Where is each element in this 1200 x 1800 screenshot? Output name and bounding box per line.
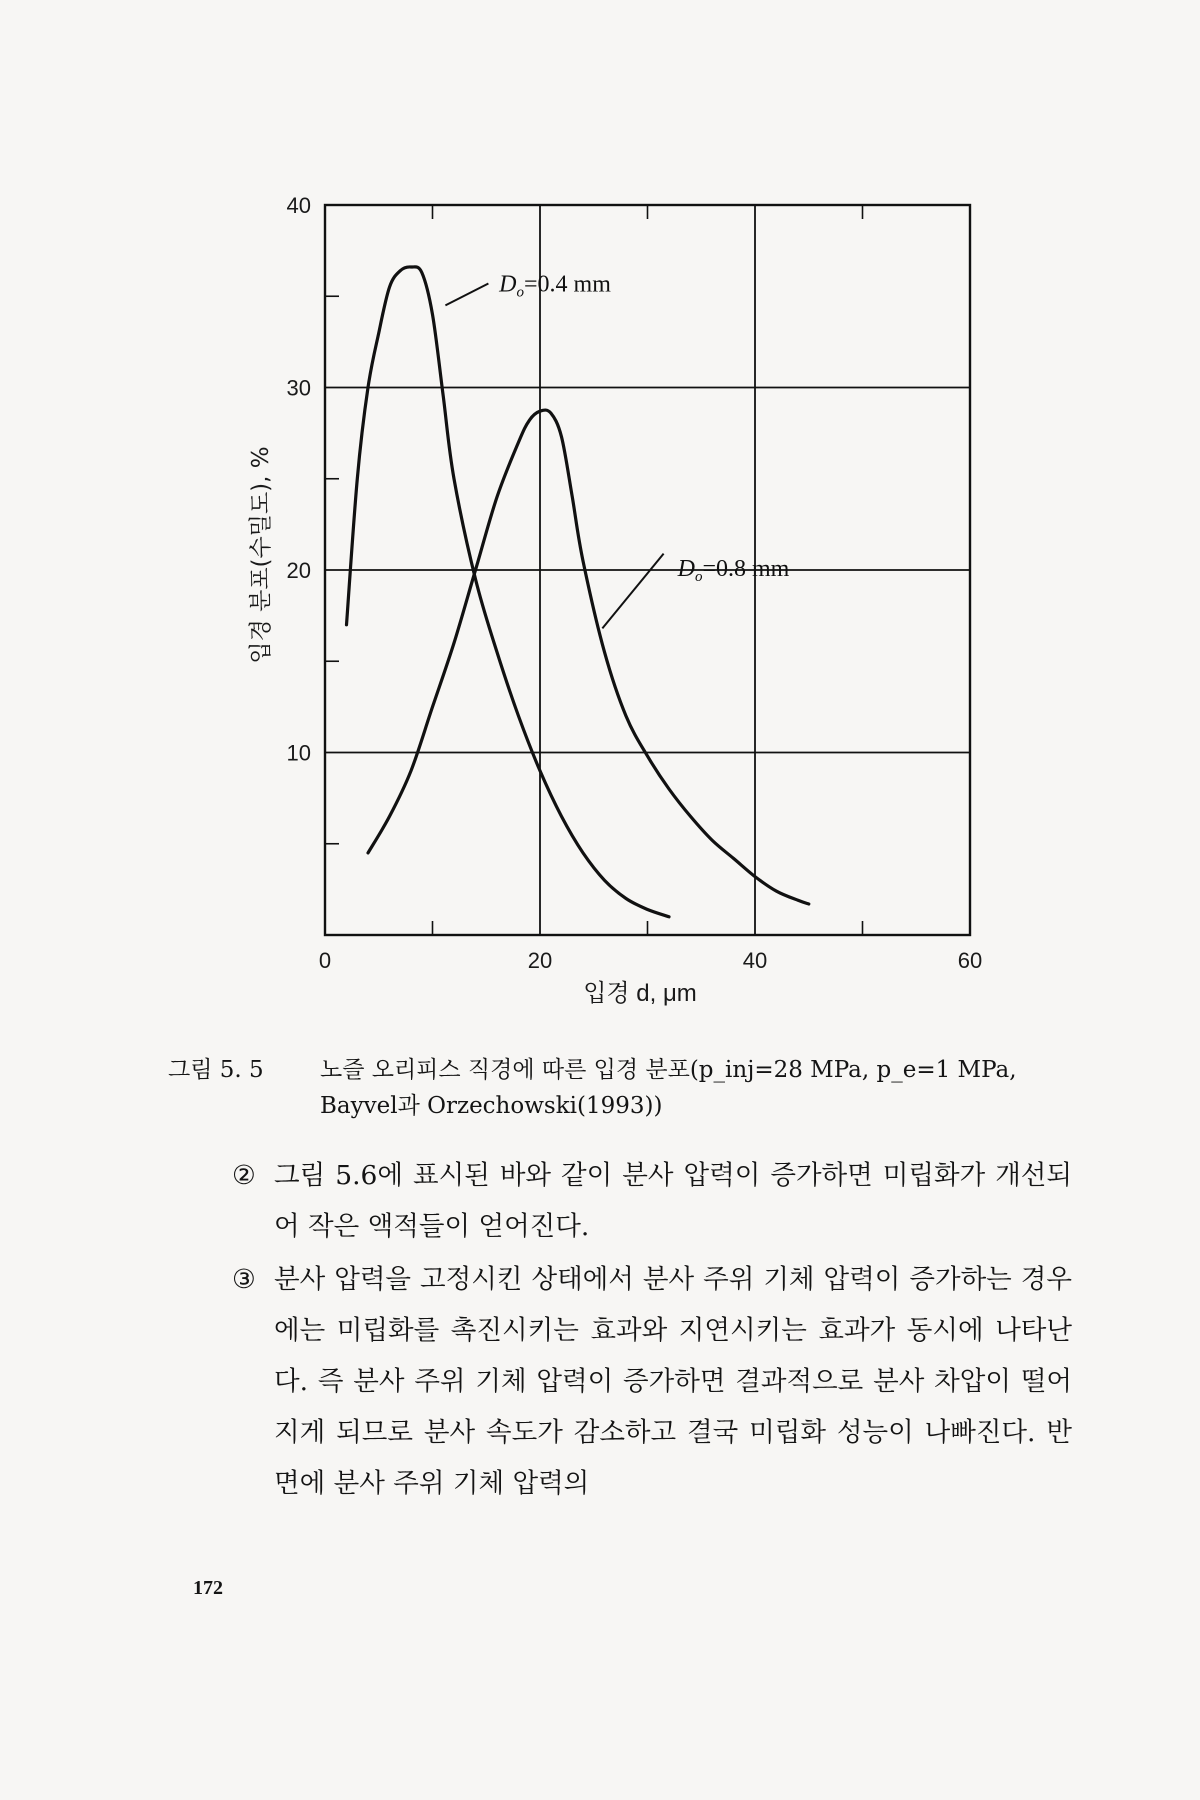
x-tick-label-60: 60 [957,948,983,973]
y-tick-label-10: 10 [286,740,311,766]
series-line-1 [347,267,670,917]
paragraph-2-marker: ② [232,1160,256,1191]
x-tick-label-0: 0 [318,948,332,973]
series-1-label: $D_o=0.4$ mm [499,271,611,301]
series-2-label: $D_o=0.8$ mm [677,556,790,586]
figure-caption-text: 노즐 오리피스 직경에 따른 입경 분포(p_inj=28 MPa, p_e=1 MPa, Bayvel과 Orzechowski(1993)) [320,1057,1017,1119]
paragraph-3-marker: ③ [232,1264,256,1295]
series-2-leader-line [602,554,663,629]
y-tick-label-40: 40 [286,193,311,218]
paragraph-2-text: 그림 5.6에 표시된 바와 같이 분사 압력이 증가하면 미립화가 개선되어 작은 액적들이 얻어진다. [274,1160,1072,1242]
x-tick-label-20: 20 [527,948,553,973]
y-tick-label-30: 30 [286,375,311,401]
y-tick-label-20: 20 [286,558,311,583]
series-line-2 [368,410,809,904]
figure-caption [168,1052,1088,1124]
series-1-leader-line [445,283,488,305]
x-axis-label: 입경 d, μm [583,980,697,1007]
paragraph-3 [232,1254,1072,1509]
figure-caption-label: 그림 5. 5 [168,1057,264,1083]
chart-curves [347,267,809,917]
x-tick-label-40: 40 [742,948,768,973]
chart-grid [325,205,970,935]
body-text [232,1150,1072,1511]
paragraph-2 [232,1150,1072,1252]
paragraph-3-text: 분사 압력을 고정시킨 상태에서 분사 주위 기체 압력이 증가하는 경우에는 미립화를 촉진시키는 효과와 지연시키는 효과가 동시에 나타난다. 즉 분사 주위 기체 압력이 증가하면 결과적으로 분사 차압이 떨어지게 되므로 분사 속도가 감소하고 결국 미립화 성능이 나빠진다. 반면에 분사 주위 기체 압력의 [274,1264,1072,1499]
y-axis-label: 입경 분포(수밀도), % [248,446,274,664]
chart-tick-labels [287,193,983,973]
page-number: 172 [193,1577,223,1599]
chart-annotations [445,271,789,628]
